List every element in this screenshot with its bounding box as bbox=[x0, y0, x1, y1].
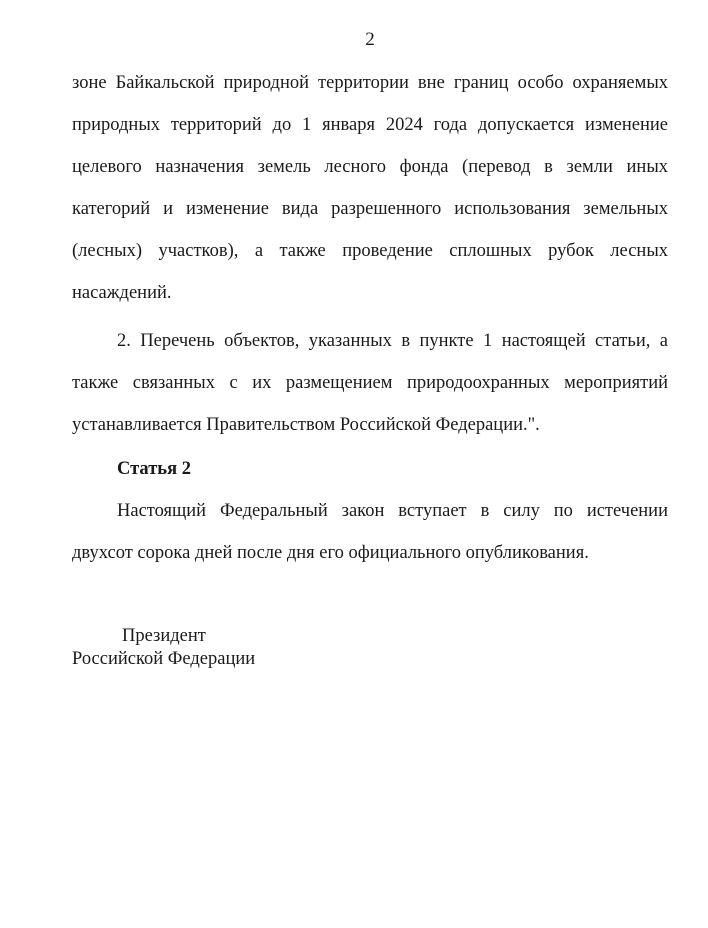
paragraph-continuation: зоне Байкальской природной территории вне границ особо охраняемых природных территорий до 1 января 2024 года допускается изменение целевого назначения земель лесного фонда (перевод в земли иных категорий и изменение вида разрешенного использования земельных (лесных) участков), а также проведение сплошных рубок лесных насаждений. bbox=[72, 73, 668, 303]
article-heading: Статья 2 bbox=[117, 459, 191, 479]
signature-title-line-2: Российской Федерации bbox=[72, 649, 256, 669]
paragraph-article-2: Настоящий Федеральный закон вступает в силу по истечении двухсот сорока дней после дня его официального опубликования. bbox=[72, 501, 668, 563]
paragraph-item-2: 2. Перечень объектов, указанных в пункте 1 настоящей статьи, а также связанных с их размещением природоохранных мероприятий устанавливается Правительством Российской Федерации.". bbox=[72, 331, 668, 435]
page-number: 2 bbox=[365, 29, 375, 50]
signature-title-line-1: Президент bbox=[122, 626, 206, 646]
